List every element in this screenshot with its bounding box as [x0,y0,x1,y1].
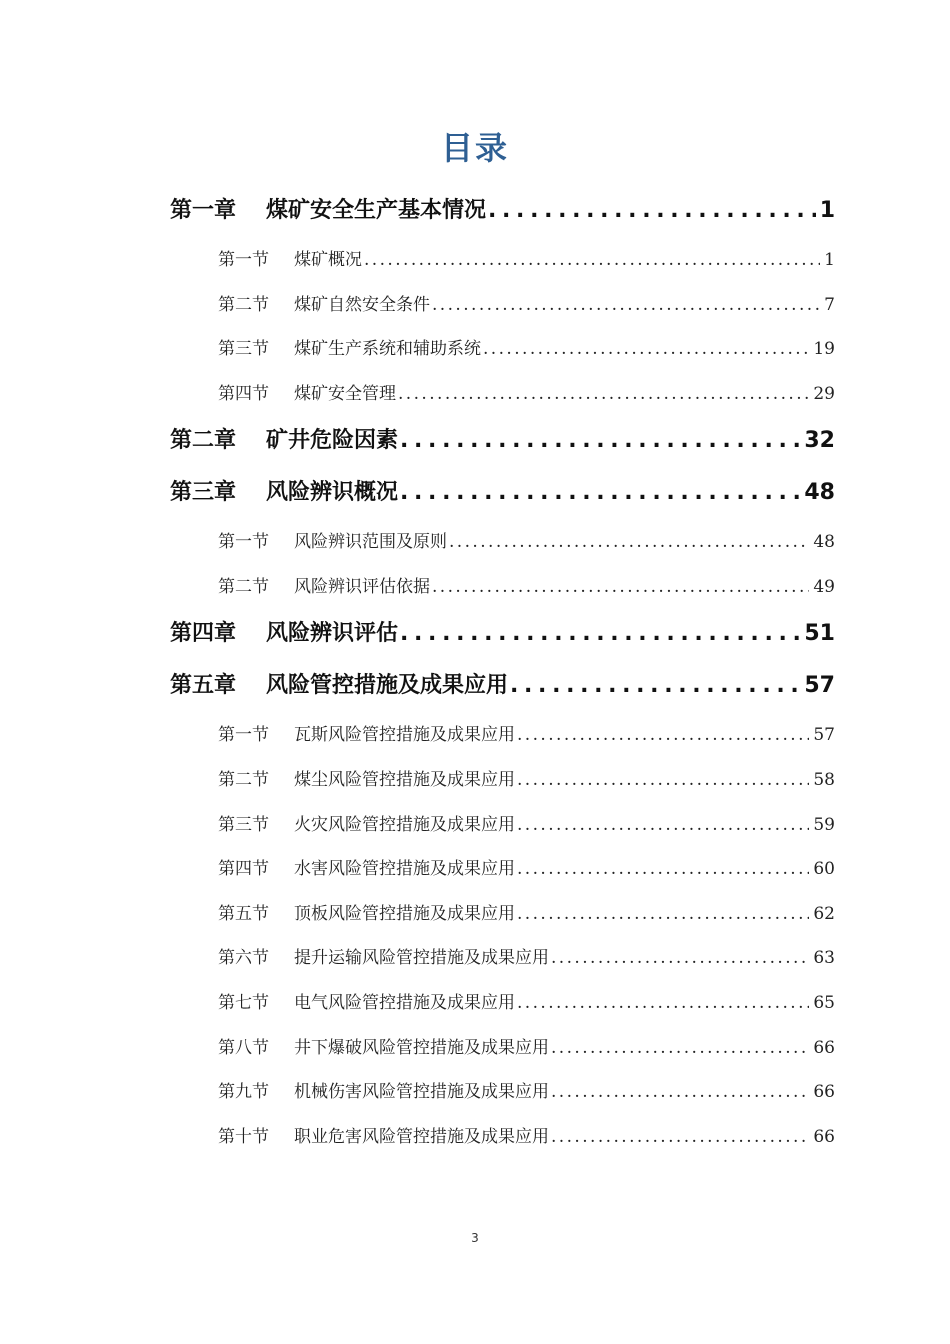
entry-title: 风险管控措施及成果应用 [266,673,509,698]
entry-page-number: 48 [813,532,835,552]
toc-entry-section[interactable] [218,901,835,927]
entry-page-number: 1 [819,198,835,223]
entry-number: 第四节 [218,859,269,879]
entry-number: 第一章 [170,198,237,223]
entry-number: 第五节 [218,904,269,924]
entry-page-number: 62 [813,904,835,924]
entry-page-number: 32 [804,428,835,453]
dot-leader [432,574,809,600]
entry-page-number: 60 [813,859,835,879]
entry-number: 第二节 [218,770,269,790]
entry-page-number: 51 [804,621,835,646]
dot-leader [517,812,809,838]
toc-entry-section[interactable] [218,574,835,600]
entry-title: 风险辨识范围及原则 [294,532,447,552]
entry-page-number: 49 [813,577,835,597]
entry-number: 第五章 [170,673,237,698]
entry-number: 第二节 [218,577,269,597]
dot-leader [398,381,809,407]
toc-entry-section[interactable] [218,812,835,838]
dot-leader [432,292,820,318]
entry-page-number: 66 [813,1038,835,1058]
toc-entry-chapter[interactable] [170,670,835,702]
entry-title: 矿井危险因素 [266,428,399,453]
entry-title: 煤尘风险管控措施及成果应用 [294,770,515,790]
dot-leader [551,1124,809,1150]
dot-leader [449,529,809,555]
dot-leader [517,722,809,748]
dot-leader [517,767,809,793]
entry-number: 第六节 [218,948,269,968]
entry-page-number: 29 [813,384,835,404]
entry-title: 电气风险管控措施及成果应用 [294,993,515,1013]
entry-title: 煤矿概况 [294,250,362,270]
entry-number: 第四节 [218,384,269,404]
entry-number: 第三节 [218,339,269,359]
toc-entry-section[interactable] [218,945,835,971]
dot-leader [483,336,809,362]
toc-entry-section[interactable] [218,722,835,748]
entry-title: 煤矿自然安全条件 [294,295,430,315]
entry-page-number: 57 [813,725,835,745]
entry-number: 第八节 [218,1038,269,1058]
entry-title: 顶板风险管控措施及成果应用 [294,904,515,924]
toc-entry-section[interactable] [218,292,835,318]
entry-title: 井下爆破风险管控措施及成果应用 [294,1038,549,1058]
dot-leader [400,618,800,650]
entry-title: 煤矿安全生产基本情况 [266,198,487,223]
toc-entry-chapter[interactable] [170,425,835,457]
entry-title: 瓦斯风险管控措施及成果应用 [294,725,515,745]
entry-page-number: 57 [804,673,835,698]
dot-leader [517,856,809,882]
dot-leader [551,1079,809,1105]
entry-number: 第一节 [218,532,269,552]
entry-page-number: 19 [813,339,835,359]
entry-number: 第十节 [218,1127,269,1147]
entry-number: 第七节 [218,993,269,1013]
toc-entry-section[interactable] [218,856,835,882]
entry-page-number: 7 [824,295,835,315]
entry-title: 煤矿安全管理 [294,384,396,404]
entry-title: 煤矿生产系统和辅助系统 [294,339,481,359]
entry-page-number: 66 [813,1082,835,1102]
entry-number: 第二章 [170,428,237,453]
entry-title: 风险辨识评估 [266,621,399,646]
dot-leader [517,990,809,1016]
entry-number: 第三章 [170,480,237,505]
toc-entry-section[interactable] [218,1035,835,1061]
entry-number: 第四章 [170,621,237,646]
entry-number: 第一节 [218,725,269,745]
entry-title: 风险辨识概况 [266,480,399,505]
entry-title: 提升运输风险管控措施及成果应用 [294,948,549,968]
dot-leader [488,195,816,227]
toc-entry-section[interactable] [218,529,835,555]
toc-entry-section[interactable] [218,990,835,1016]
dot-leader [517,901,809,927]
entry-page-number: 59 [813,815,835,835]
entry-title: 机械伤害风险管控措施及成果应用 [294,1082,549,1102]
toc-title: 目录 [440,129,509,167]
entry-title: 风险辨识评估依据 [294,577,430,597]
dot-leader [400,477,800,509]
entry-page-number: 58 [813,770,835,790]
dot-leader [551,945,809,971]
entry-number: 第九节 [218,1082,269,1102]
dot-leader [400,425,800,457]
toc-entry-section[interactable] [218,1124,835,1150]
entry-page-number: 1 [824,250,835,270]
dot-leader [551,1035,809,1061]
toc-entry-section[interactable] [218,336,835,362]
dot-leader [364,247,820,273]
entry-page-number: 65 [813,993,835,1013]
page-number: 3 [471,1231,479,1245]
toc-entry-chapter[interactable] [170,195,835,227]
dot-leader [510,670,800,702]
toc-entry-section[interactable] [218,381,835,407]
entry-title: 水害风险管控措施及成果应用 [294,859,515,879]
entry-page-number: 48 [804,480,835,505]
toc-entry-section[interactable] [218,247,835,273]
toc-entry-section[interactable] [218,767,835,793]
entry-title: 职业危害风险管控措施及成果应用 [294,1127,549,1147]
toc-entry-section[interactable] [218,1079,835,1105]
toc-entry-chapter[interactable] [170,477,835,509]
entry-page-number: 63 [813,948,835,968]
toc-entry-chapter[interactable] [170,618,835,650]
entry-page-number: 66 [813,1127,835,1147]
entry-number: 第三节 [218,815,269,835]
entry-number: 第一节 [218,250,269,270]
entry-title: 火灾风险管控措施及成果应用 [294,815,515,835]
entry-number: 第二节 [218,295,269,315]
